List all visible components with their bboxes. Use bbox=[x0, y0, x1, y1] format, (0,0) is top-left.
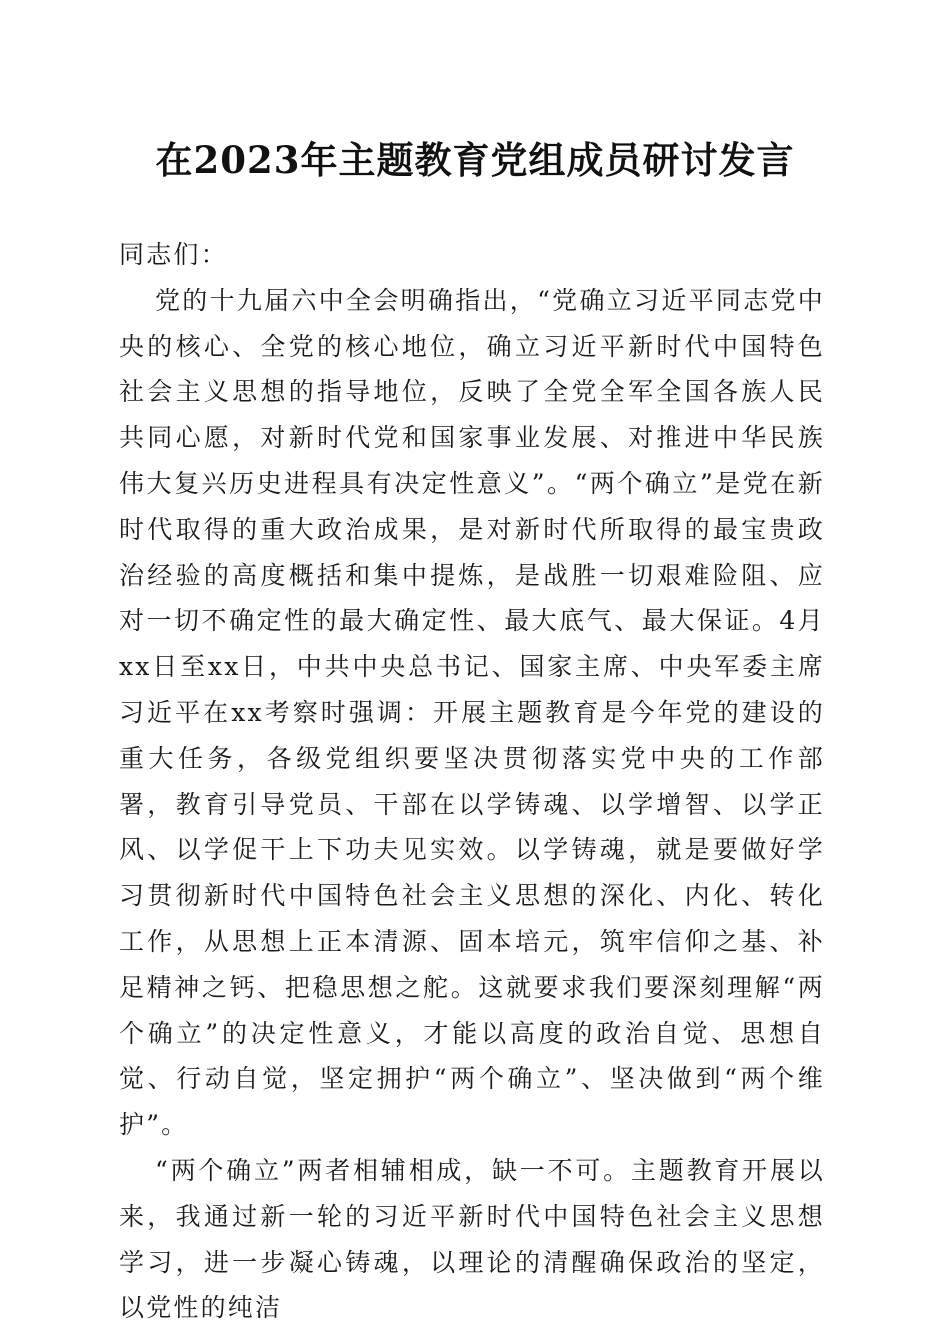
paragraph-1: 党的十九届六中全会明确指出，“党确立习近平同志党中央的核心、全党的核心地位，确立习近平新时代中国特色社会主义思想的指导地位，反映了全党全军全国各族人民共同心愿，对新时代党和国家事业发展、对推进中华民族伟大复兴历史进程具有决定性意义”。“两个确立”是党在新时代取得的重大政治成果，是对新时代所取得的最宝贵政治经验的高度概括和集中提炼，是战胜一切艰难险阻、应对一切不确定性的最大确定性、最大底气、最大保证。4月xx日至xx日，中共中央总书记、国家主席、中央军委主席习近平在xx考察时强调：开展主题教育是今年党的建设的重大任务，各级党组织要坚决贯彻落实党中央的工作部署，教育引导党员、干部在以学铸魂、以学增智、以学正风、以学促干上下功夫见实效。以学铸魂，就是要做好学习贯彻新时代中国特色社会主义思想的深化、内化、转化工作，从思想上正本清源、固本培元，筑牢信仰之基、补足精神之钙、把稳思想之舵。这就要求我们要深刻理解“两个确立”的决定性意义，才能以高度的政治自觉、思想自觉、行动自觉，坚定拥护“两个确立”、坚决做到“两个维护”。 bbox=[119, 285, 825, 1140]
document-body bbox=[119, 232, 825, 1331]
document-title: 在2023年主题教育党组成员研讨发言 bbox=[155, 138, 795, 182]
salutation: 同志们： bbox=[119, 240, 228, 269]
paragraph-2: “两个确立”两者相辅相成，缺一不可。主题教育开展以来，我通过新一轮的习近平新时代中国特色社会主义思想学习，进一步凝心铸魂，以理论的清醒确保政治的坚定，以党性的纯洁 bbox=[119, 1155, 825, 1323]
